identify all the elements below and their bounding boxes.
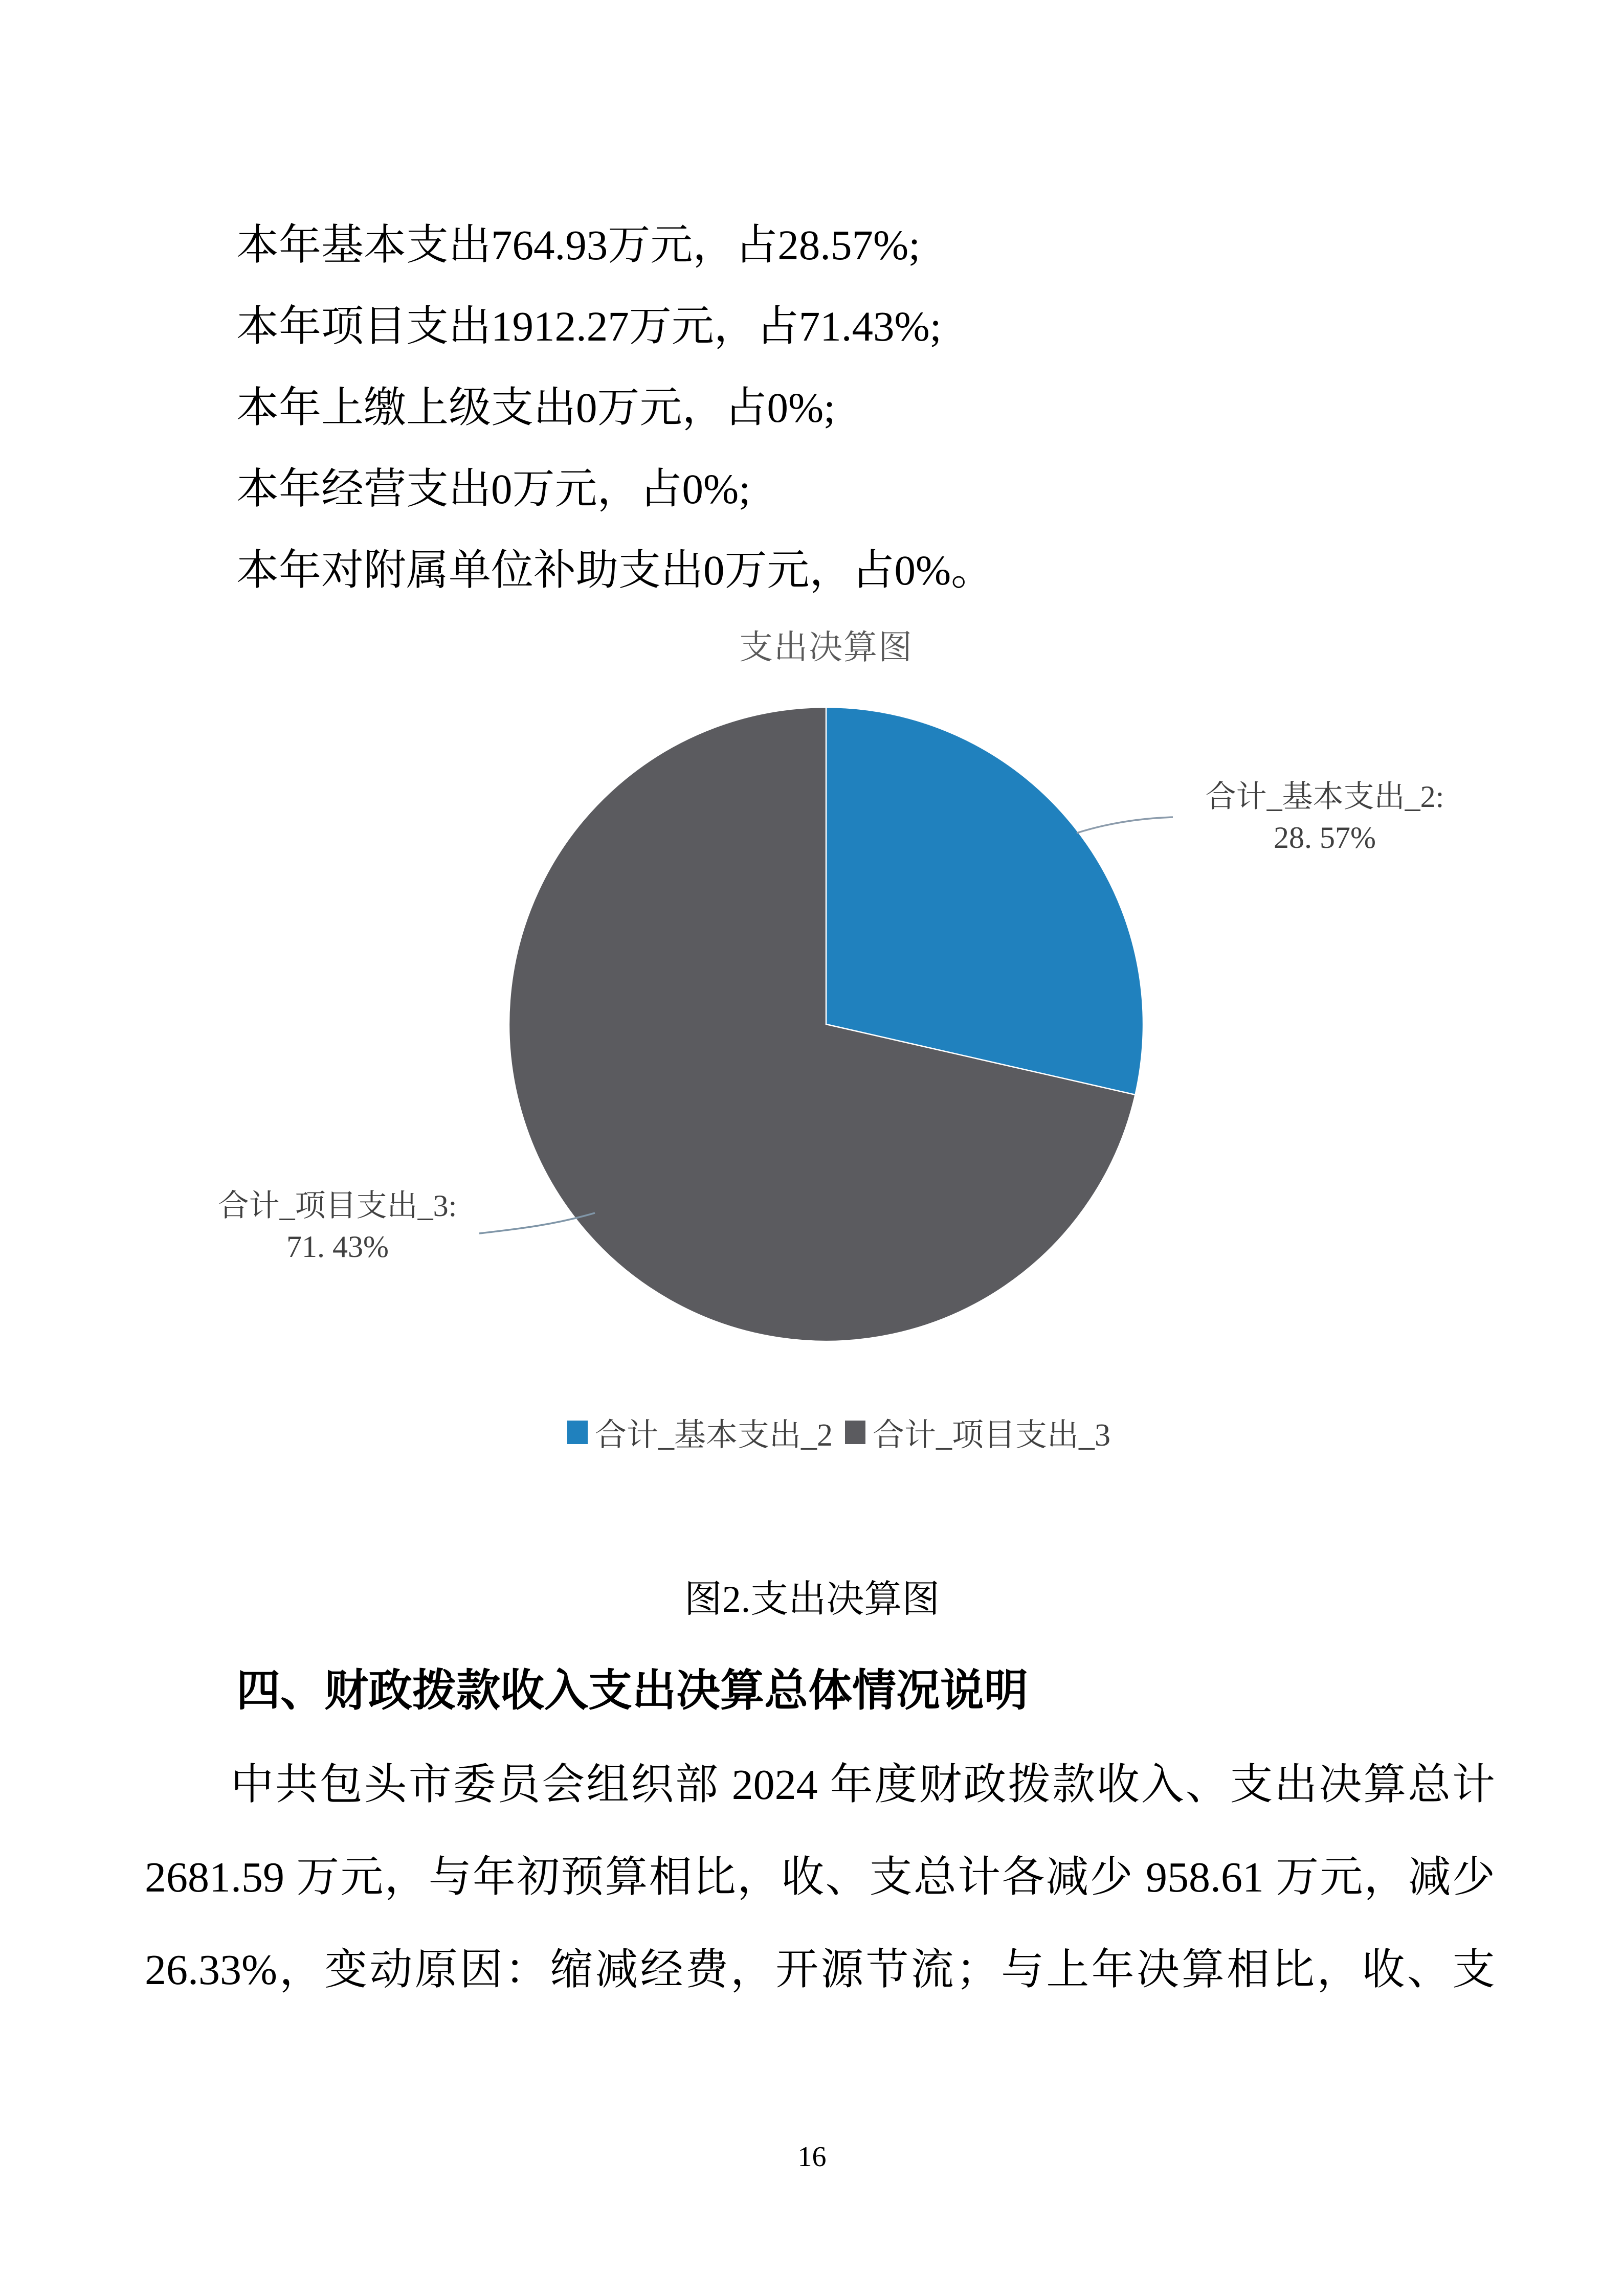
data-label-project-value: 71. 43% xyxy=(286,1230,389,1264)
page-number: 16 xyxy=(797,2141,827,2173)
legend-item-project xyxy=(845,1409,1110,1455)
paragraph-line-1: 中共包头市委员会组织部 2024 年度财政拨款收入、支出决算总计 xyxy=(231,1761,1495,1809)
legend-swatch-gray-icon xyxy=(845,1421,865,1444)
expense-statement-list xyxy=(236,205,1489,611)
figure-caption: 图2.支出决算图 xyxy=(684,1579,940,1620)
data-label-basic xyxy=(1171,776,1478,858)
data-label-basic-title: 合计_基本支出_2: xyxy=(1205,780,1444,814)
paragraph-line-3: 26.33%，变动原因：缩减经费，开源节流；与上年决算相比，收、支 xyxy=(145,1946,1495,1994)
data-label-project xyxy=(197,1185,478,1267)
paragraph-line-2: 2681.59 万元，与年初预算相比，收、支总计各减少 958.61 万元，减少 xyxy=(145,1854,1495,1901)
leader-line-basic xyxy=(1077,817,1173,833)
legend-label-project: 合计_项目支出_3 xyxy=(873,1418,1111,1453)
data-label-basic-value: 28. 57% xyxy=(1274,821,1376,854)
chart-title: 支出决算图 xyxy=(739,629,913,666)
legend-swatch-blue-icon xyxy=(567,1421,588,1444)
legend-label-basic: 合计_基本支出_2 xyxy=(594,1418,833,1453)
expense-line-upper-level: 本年上缴上级支出0万元，占0%; xyxy=(236,384,836,431)
section-heading: 四、财政拨款收入支出决算总体情况说明 xyxy=(236,1666,1028,1715)
chart-legend xyxy=(450,1409,1228,1455)
expense-line-project: 本年项目支出1912.27万元，占71.43%; xyxy=(236,303,942,350)
expense-line-basic: 本年基本支出764.93万元，占28.57%; xyxy=(236,221,921,268)
data-label-project-title: 合计_项目支出_3: xyxy=(218,1189,457,1223)
legend-item-basic xyxy=(567,1409,833,1455)
expense-line-operating: 本年经营支出0万元，占0%; xyxy=(236,465,751,512)
expense-line-subsidy: 本年对附属单位补助支出0万元，占0%。 xyxy=(236,547,994,594)
body-paragraph xyxy=(145,1739,1495,2016)
pie-chart-svg xyxy=(450,660,1228,1406)
